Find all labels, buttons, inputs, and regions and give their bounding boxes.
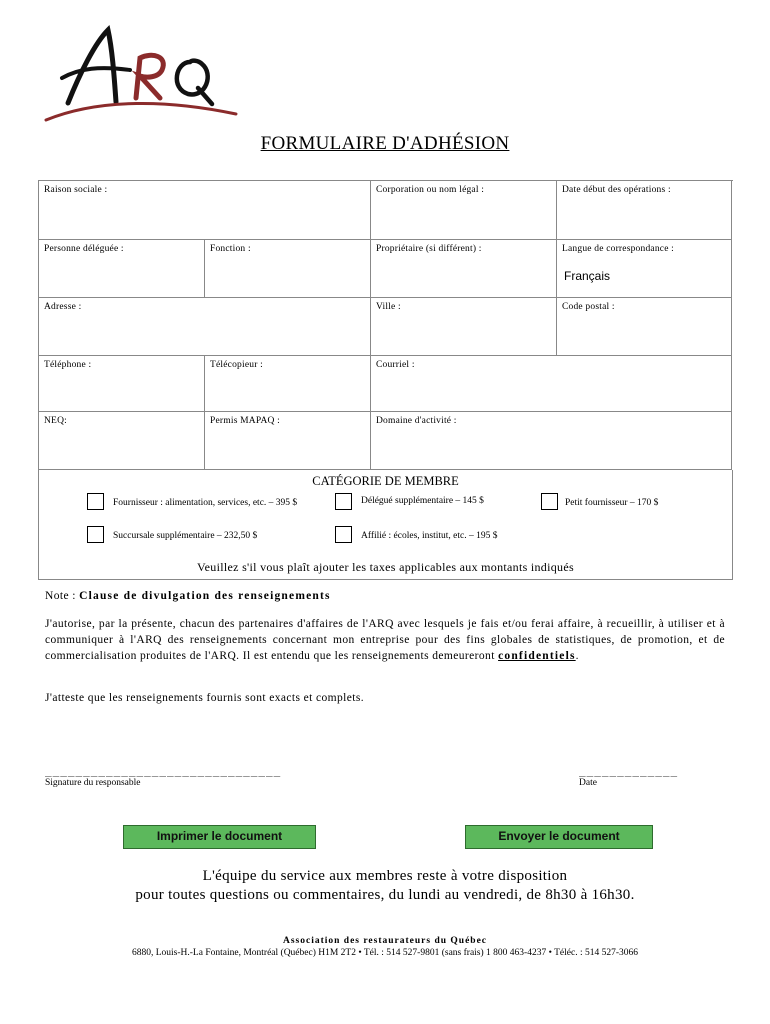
label-date-debut: Date début des opérations : [562, 185, 671, 195]
label-telecopieur: Télécopieur : [210, 360, 263, 370]
label-domaine: Domaine d'activité : [376, 416, 457, 426]
closing-line-2: pour toutes questions ou commentaires, du lundi au vendredi, de 8h30 à 16h30. [135, 887, 635, 903]
note-emphasis: confidentiels [498, 650, 576, 662]
checkbox-fournisseur[interactable] [87, 493, 104, 510]
field-personne-deleguee[interactable] [39, 240, 205, 298]
field-raison-sociale[interactable] [39, 181, 371, 240]
field-code-postal[interactable] [557, 298, 732, 356]
send-button[interactable]: Envoyer le document [465, 825, 653, 849]
note-clause-title: Clause de divulgation des renseignements [79, 590, 331, 602]
label-permis: Permis MAPAQ : [210, 416, 281, 426]
closing-line-1: L'équipe du service aux membres reste à votre disposition [202, 868, 568, 884]
label-langue: Langue de correspondance : [562, 244, 675, 254]
field-ville[interactable] [371, 298, 557, 356]
langue-value: Français [564, 269, 611, 283]
note-end: . [575, 650, 579, 662]
checkbox-petit-fournisseur[interactable] [541, 493, 558, 510]
checkbox-succursale[interactable] [87, 526, 104, 543]
field-date-debut[interactable] [557, 181, 732, 240]
label-succursale: Succursale supplémentaire – 232,50 $ [113, 531, 258, 541]
field-permis[interactable] [205, 412, 371, 470]
label-code-postal: Code postal : [562, 302, 615, 312]
form-grid [38, 180, 733, 470]
date-label: Date [579, 778, 597, 788]
field-corporation[interactable] [371, 181, 557, 240]
label-petit-fournisseur: Petit fournisseur – 170 $ [565, 498, 659, 508]
label-courriel: Courriel : [376, 360, 415, 370]
label-corporation: Corporation ou nom légal : [376, 185, 485, 195]
association-name: Association des restaurateurs du Québec [282, 936, 488, 946]
association-address: 6880, Louis-H.-La Fontaine, Montréal (Québec) H1M 2T2 • Tél. : 514 527-9801 (sans frais) 1 800 463-4237 • Téléc. : 514 527-3066 [131, 948, 638, 958]
field-langue[interactable] [557, 240, 732, 298]
note-prefix: Note : [45, 590, 80, 602]
field-courriel[interactable] [371, 356, 732, 412]
label-ville: Ville : [376, 302, 401, 312]
category-section [38, 470, 733, 580]
field-telephone[interactable] [39, 356, 205, 412]
arq-logo [40, 18, 240, 130]
label-affilie: Affilié : écoles, institut, etc. – 195 $ [361, 531, 498, 541]
field-telecopieur[interactable] [205, 356, 371, 412]
print-button[interactable]: Imprimer le document [123, 825, 316, 849]
label-raison-sociale: Raison sociale : [44, 185, 108, 195]
attest-text: J'atteste que les renseignements fournis sont exacts et complets. [45, 692, 365, 704]
label-fournisseur: Fournisseur : alimentation, services, etc. – 395 $ [113, 498, 298, 508]
label-neq: NEQ: [44, 416, 67, 426]
label-telephone: Téléphone : [44, 360, 92, 370]
category-title: CATÉGORIE DE MEMBRE [312, 474, 459, 488]
signature-label: Signature du responsable [45, 778, 141, 788]
field-neq[interactable] [39, 412, 205, 470]
checkbox-delegue[interactable] [335, 493, 352, 510]
note-body-text: J'autorise, par la présente, chacun des partenaires d'affaires de l'ARQ avec lesquels je fais et/ou ferai affaire, à recueillir, à utiliser et à communiquer à l'ARQ des renseignements concernant mon entreprise pour des fins globales de statistiques, de promotion, et de commercialisation produites de l'ARQ. Il est entendu que les renseignements demeureront [45, 618, 725, 662]
note-heading [45, 588, 725, 604]
signature-line[interactable]: _______________________________ [45, 764, 282, 777]
checkbox-affilie[interactable] [335, 526, 352, 543]
label-delegue: Délégué supplémentaire – 145 $ [361, 496, 484, 506]
note-body [45, 616, 725, 664]
field-domaine[interactable] [371, 412, 732, 470]
field-adresse[interactable] [39, 298, 371, 356]
label-personne-deleguee: Personne déléguée : [44, 244, 124, 254]
date-line[interactable]: _____________ [579, 764, 679, 777]
closing-message [0, 867, 770, 905]
field-proprietaire[interactable] [371, 240, 557, 298]
label-fonction: Fonction : [210, 244, 251, 254]
taxes-note: Veuillez s'il vous plaît ajouter les taxes applicables aux montants indiqués [197, 560, 574, 574]
label-adresse: Adresse : [44, 302, 82, 312]
form-title: FORMULAIRE D'ADHÉSION [260, 133, 510, 154]
label-proprietaire: Propriétaire (si différent) : [376, 244, 482, 254]
field-fonction[interactable] [205, 240, 371, 298]
